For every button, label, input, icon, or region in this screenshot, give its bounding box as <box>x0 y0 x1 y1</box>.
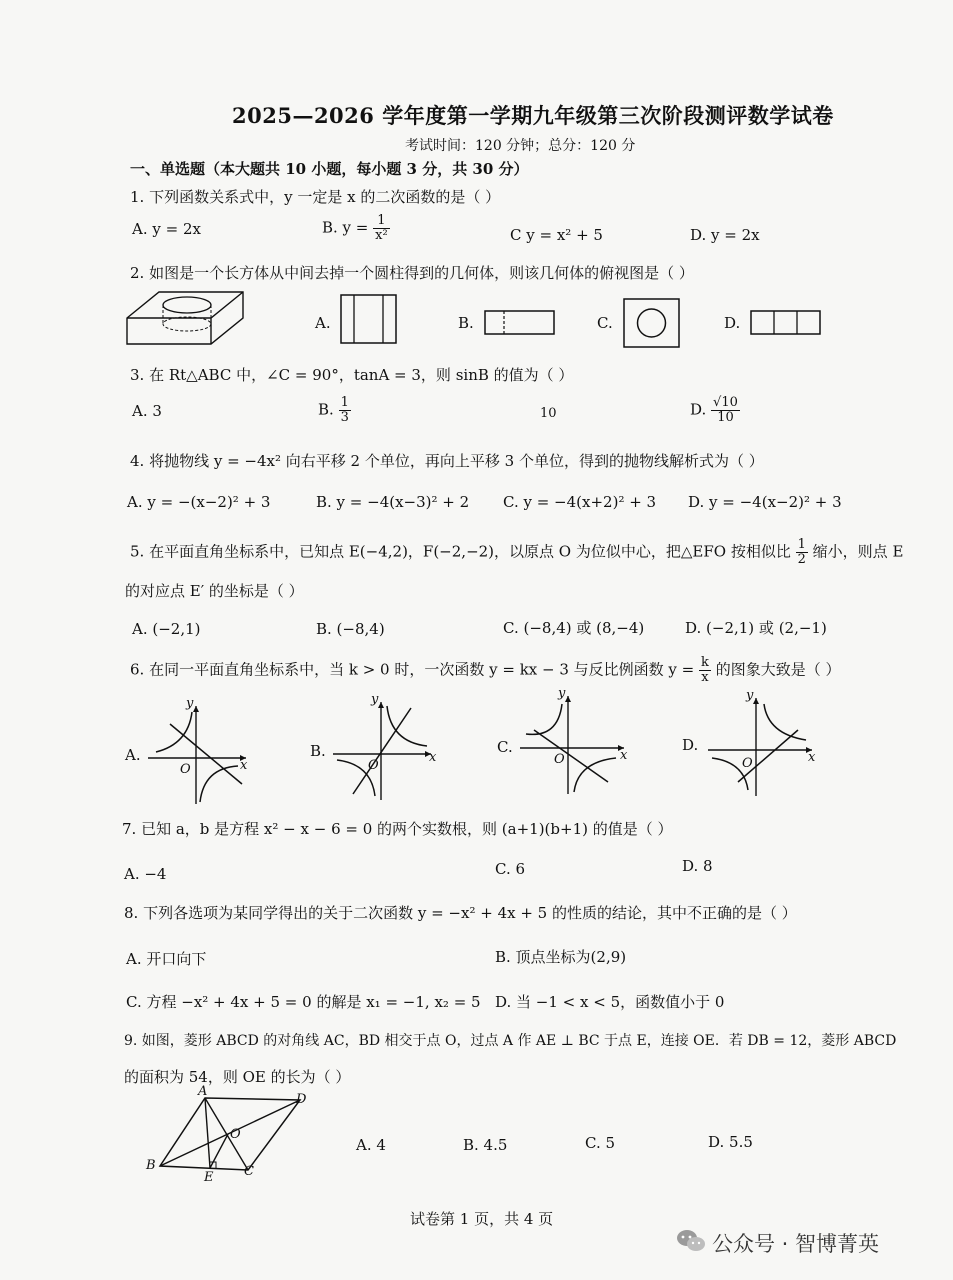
q6-graph-a <box>148 702 252 806</box>
q6-graph-c <box>520 692 630 796</box>
rhombus-label-a: A <box>198 1084 208 1099</box>
q8-option-d: D. 当 −1 < x < 5，函数值小于 0 <box>495 993 725 1011</box>
q6-option-d-label: D. <box>682 736 699 754</box>
q7-option-a: A. −4 <box>124 865 167 883</box>
q5-option-a: A. (−2,1) <box>132 620 201 638</box>
q6d-origin-label: O <box>742 756 753 771</box>
rhombus-label-e: E <box>204 1170 214 1185</box>
q5-option-b: B. (−8,4) <box>316 620 385 638</box>
question-4-stem: 4. 将抛物线 y = −4x² 向右平移 2 个单位，再向上平移 3 个单位，得到的抛物线解析式为（ ） <box>130 452 764 470</box>
q8-option-b: B. 顶点坐标为(2,9) <box>495 948 627 966</box>
q6-graph-b <box>333 698 437 802</box>
q4-option-d: D. y = −4(x−2)² + 3 <box>688 493 842 511</box>
q6c-x-label: x <box>620 748 628 763</box>
q3-option-d: D. $\frac{√10}{10}$ <box>690 395 738 425</box>
q6d-x-label: x <box>808 750 816 765</box>
watermark-text: 公众号 · 智博菁英 <box>712 1232 880 1256</box>
q4-option-a: A. y = −(x−2)² + 3 <box>127 493 271 511</box>
q6d-y-label: y <box>746 688 754 703</box>
question-2-stem: 2. 如图是一个长方体从中间去掉一个圆柱得到的几何体，则该几何体的俯视图是（ ） <box>130 264 694 282</box>
q5-option-c: C. (−8,4) 或 (8,−4) <box>503 619 645 637</box>
q1-option-d: D. y = 2x <box>690 226 760 244</box>
q4-option-b: B. y = −4(x−3)² + 2 <box>316 493 470 511</box>
q2-option-a-label: A. <box>315 314 331 332</box>
rhombus-label-o: O <box>230 1127 241 1142</box>
q6-option-a-label: A. <box>125 746 141 764</box>
question-9-stem-line1: 9. 如图，菱形 ABCD 的对角线 AC，BD 相交于点 O，过点 A 作 AE ⊥ BC 于点 E，连接 OE．若 DB = 12，菱形 ABCD <box>124 1033 897 1049</box>
question-1-stem: 1. 下列函数关系式中，y 一定是 x 的二次函数的是（ ） <box>130 188 501 206</box>
q9-option-c: C. 5 <box>585 1134 616 1152</box>
q3-option-a: A. 3 <box>132 402 162 420</box>
cuboid-figure <box>125 288 245 350</box>
rhombus-label-c: C <box>244 1164 254 1179</box>
q3-option-b: B. $\frac{1}{3}$ <box>318 395 349 425</box>
q6b-y-label: y <box>371 692 379 707</box>
q1-option-b: B. y = $\frac{1}{\text{x²}}$ <box>322 213 388 243</box>
rhombus-label-d: D <box>296 1092 307 1107</box>
question-7-stem: 7. 已知 a，b 是方程 x² − x − 6 = 0 的两个实数根，则 (a+1)(b+1) 的值是（ ） <box>122 820 673 838</box>
q2-option-d-label: D. <box>724 314 741 332</box>
q1-option-a: A. y = 2x <box>132 220 201 238</box>
q1-option-c: C y = x² + 5 <box>510 226 603 244</box>
q2-option-a-figure <box>340 294 398 346</box>
q6-graph-d <box>708 694 818 798</box>
question-6-stem: 6. 在同一平面直角坐标系中，当 k > 0 时，一次函数 y = kx − 3 与反比例函数 y = $\frac{k}{x}$ 的图象大致是（ ） <box>130 655 841 685</box>
q6c-y-label: y <box>558 686 566 701</box>
q7-option-d: D. 8 <box>682 857 713 875</box>
q8-option-c: C. 方程 −x² + 4x + 5 = 0 的解是 x₁ = −1, x₂ = 5 <box>126 993 481 1011</box>
wechat-icon <box>676 1228 706 1254</box>
q8-option-a: A. 开口向下 <box>126 950 207 968</box>
q2-option-b-figure <box>484 310 556 336</box>
section-heading: 一、单选题（本大题共 10 小题，每小题 3 分，共 30 分） <box>130 160 529 178</box>
q4-option-c: C. y = −4(x+2)² + 3 <box>503 493 657 511</box>
q6-option-c-label: C. <box>497 738 513 756</box>
q6a-origin-label: O <box>180 762 191 777</box>
question-5-stem-line1: 5. 在平面直角坐标系中，已知点 E(−4,2)，F(−2,−2)，以原点 O 为位似中心，把△EFO 按相似比 $\frac{1}{2}$ 缩小，则点 E <box>130 537 904 567</box>
q6b-x-label: x <box>429 750 437 765</box>
q5-option-d: D. (−2,1) 或 (2,−1) <box>685 619 827 637</box>
q6a-y-label: y <box>186 696 194 711</box>
q2-option-c-figure <box>623 298 681 350</box>
q9-option-b: B. 4.5 <box>463 1136 508 1154</box>
q6b-origin-label: O <box>368 758 379 773</box>
q9-option-a: A. 4 <box>356 1136 386 1154</box>
page-footer: 试卷第 1 页，共 4 页 <box>410 1210 554 1228</box>
question-3-stem: 3. 在 Rt△ABC 中，∠C = 90°，tanA = 3，则 sinB 的值为（ ） <box>130 366 574 384</box>
question-9-stem-line2: 的面积为 54，则 OE 的长为（ ） <box>124 1068 351 1086</box>
exam-info: 考试时间：120 分钟；总分：120 分 <box>405 138 636 154</box>
q6a-x-label: x <box>240 758 248 773</box>
rhombus-label-b: B <box>146 1158 156 1173</box>
q3-option-c: 10 <box>540 406 557 421</box>
q6-option-b-label: B. <box>310 742 326 760</box>
page-title: 2025—2026 学年度第一学期九年级第三次阶段测评数学试卷 <box>232 103 834 128</box>
q7-option-c: C. 6 <box>495 860 526 878</box>
q6c-origin-label: O <box>554 752 565 767</box>
q9-option-d: D. 5.5 <box>708 1133 753 1151</box>
q2-option-d-figure <box>750 310 822 336</box>
q2-option-c-label: C. <box>597 314 613 332</box>
question-5-stem-line2: 的对应点 E′ 的坐标是（ ） <box>125 582 304 600</box>
question-8-stem: 8. 下列各选项为某同学得出的关于二次函数 y = −x² + 4x + 5 的性质的结论，其中不正确的是（ ） <box>124 904 797 922</box>
q2-option-b-label: B. <box>458 314 474 332</box>
